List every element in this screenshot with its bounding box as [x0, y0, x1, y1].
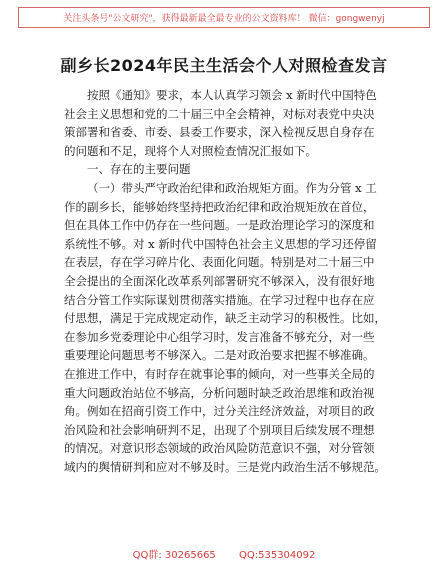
- section-heading: 一、存在的主要问题: [87, 162, 191, 177]
- body-line: 付思想，满足于完成规定动作，缺乏主动学习的积极性。比如，: [64, 311, 386, 326]
- body-line: 在推进工作中，有时存在就事论事的倾向，对一些事关全局的: [64, 366, 375, 381]
- body-line: 在表层，存在学习碎片化、表面化问题。特别是对二十届三中: [64, 255, 375, 270]
- intro-line: 的问题和不足，现将个人对照检查情况汇报如下。: [64, 143, 317, 158]
- body-line: 结合分管工作实际谋划贯彻落实措施。在学习过程中也存在应: [64, 292, 375, 307]
- body-line: 的情况。对意识形态领域的政治风险防范意识不强，对分管领: [64, 441, 375, 456]
- body-line: 角。例如在招商引资工作中，过分关注经济效益，对项目的政: [64, 404, 375, 419]
- body-line: 治风险和社会影响研判不足，出现了个别项目后续发展不理想: [64, 422, 375, 437]
- document-body: [64, 86, 390, 476]
- intro-line: 策部署和省委、市委、县委工作要求，深入检视反思自身存在: [64, 125, 375, 140]
- body-line: 作的副乡长，能够始终坚持把政治纪律和政治规矩放在首位，: [64, 199, 375, 214]
- body-line: 重要理论问题思考不够深入。二是对政治要求把握不够准确。: [64, 348, 375, 363]
- intro-line: 社会主义思想和党的二十届三中全会精神，对标对表党中央决: [64, 106, 375, 121]
- qq-text: QQ:535304092: [239, 550, 316, 561]
- intro-line: 按照《通知》要求，本人认真学习领会 x 新时代中国特色: [87, 88, 377, 102]
- body-line: 系统性不够。对 x 新时代中国特色社会主义思想的学习还停留: [64, 236, 377, 251]
- body-line: 全会提出的全面深化改革系列部署研究不够深入，没有很好地: [64, 273, 375, 288]
- qq-group-text: QQ群: 30265665: [132, 550, 216, 561]
- body-line: 在参加乡党委理论中心组学习时，发言准备不够充分，对一些: [64, 329, 375, 344]
- body-line: 域内的舆情研判和应对不够及时。三是党内政治生活不够规范。: [64, 459, 386, 474]
- body-line: 但在具体工作中仍存在一些问题。一是政治理论学习的深度和: [64, 218, 375, 233]
- footer-contacts: [0, 546, 448, 561]
- promo-banner: 关注头条号"公文研究"，获得最新最全最专业的公文资料库！ 微信：gongwenyj: [18, 7, 430, 28]
- document-title: 副乡长2024年民主生活会个人对照检查发言: [60, 56, 388, 75]
- body-line: 重大问题政治站位不够高，分析问题时缺乏政治思维和政治视: [64, 385, 375, 400]
- body-line: （一）带头严守政治纪律和政治规矩方面。作为分管 x 工: [87, 180, 377, 195]
